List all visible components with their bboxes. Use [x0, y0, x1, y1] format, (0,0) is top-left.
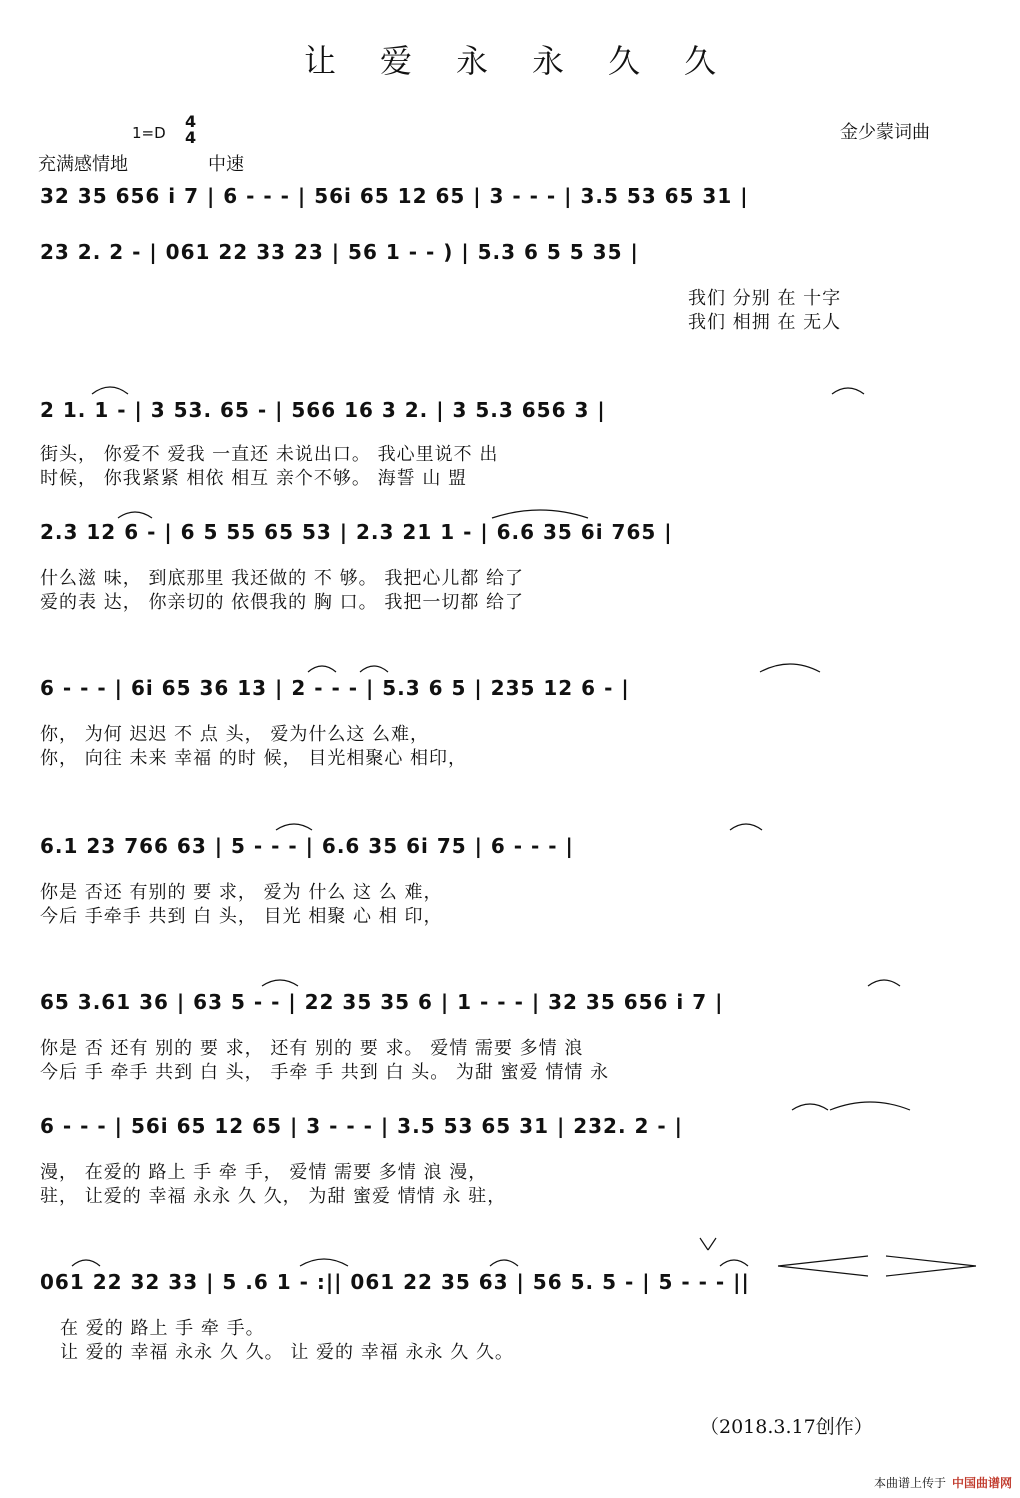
lyrics-line-5b: 你， 向往 未来 幸福 的时 候， 目光相聚心 相印， [40, 748, 468, 769]
slur-arc [300, 1259, 348, 1266]
slur-arc [760, 664, 820, 672]
lyrics-line-3b: 时候， 你我紧紧 相依 相互 亲个不够。 海誓 山 盟 [40, 468, 468, 489]
notation-line-8: 6 - - - | 56i 65 12 65 | 3 - - - | 3.5 53 65 31 | 232. 2 - | [40, 1114, 683, 1138]
notation-line-7: 65 3.61 36 | 63 5 - - | 22 35 35 6 | 1 - - - | 32 35 656 i 7 | [40, 990, 724, 1014]
upload-note: 本曲谱上传于 [873, 1476, 946, 1490]
notation-line-3: 2 1. 1 - | 3 53. 65 - | 566 16 3 2. | 3 5.3 656 3 | [40, 398, 606, 422]
lyrics-line-5a: 你， 为何 迟迟 不 点 头， 爱为什么这 么难， [40, 724, 430, 745]
slur-arc [868, 980, 900, 986]
notation-line-9: 061 22 32 33 | 5 .6 1 - :|| 061 22 35 63 | 56 5. 5 - | 5 - - - || [40, 1270, 750, 1294]
slur-arc [792, 1104, 828, 1110]
lyrics-line-4b: 爱的表 达， 你亲切的 依偎我的 胸 口。 我把一切都 给了 [40, 592, 525, 613]
decrescendo-hairpin [886, 1256, 976, 1276]
lyrics-line-7a: 你是 否 还有 别的 要 求， 还有 别的 要 求。 爱情 需要 多情 浪 [40, 1038, 584, 1059]
notation-line-6: 6.1 23 766 63 | 5 - - - | 6.6 35 6i 75 | 6 - - - | [40, 834, 574, 858]
lyrics-line-3a: 街头， 你爱不 爱我 一直还 未说出口。 我心里说不 出 [40, 444, 499, 465]
slur-arc [730, 824, 762, 830]
slur-arc [92, 387, 128, 394]
slur-arc [308, 666, 336, 672]
time-signature-bottom: 4 [185, 128, 197, 147]
slur-arc [276, 824, 312, 830]
accent-mark [700, 1238, 716, 1250]
notation-line-4: 2.3 12 6 - | 6 5 55 65 53 | 2.3 21 1 - | 6.6 35 6i 765 | [40, 520, 673, 544]
composition-date: （2018.3.17创作） [700, 1416, 873, 1438]
tempo-mark: 中速 [208, 154, 244, 175]
notation-line-2: 23 2. 2 - | 061 22 33 23 | 56 1 - - ) | 5.3 6 5 5 35 | [40, 240, 639, 264]
crescendo-hairpin [778, 1256, 868, 1276]
lyrics-line-2a: 我们 分别 在 十字 [688, 288, 842, 309]
lyrics-line-6b: 今后 手牵手 共到 白 头， 目光 相聚 心 相 印， [40, 906, 443, 927]
key-signature: 1=D [132, 124, 166, 142]
slur-arc [830, 1102, 910, 1110]
slur-arc [360, 666, 388, 672]
upload-credit [874, 1474, 1012, 1491]
lyrics-line-9b: 让 爱的 幸福 永永 久 久。 让 爱的 幸福 永永 久 久。 [60, 1342, 514, 1363]
slur-arc [492, 510, 588, 518]
page-title: 让爱永永久久 [303, 42, 760, 80]
lyrics-line-4a: 什么滋 味， 到底那里 我还做的 不 够。 我把心儿都 给了 [40, 568, 525, 589]
lyrics-line-6a: 你是 否还 有别的 要 求， 爱为 什么 这 么 难， [40, 882, 443, 903]
composer-credit: 金少蒙词曲 [840, 122, 930, 143]
slur-arc [720, 1260, 748, 1266]
slur-arc [262, 980, 298, 986]
notation-line-1: 32 35 656 i 7 | 6 - - - | 56i 65 12 65 | 3 - - - | 3.5 53 65 31 | [40, 184, 749, 208]
slur-arc [118, 512, 152, 518]
slur-arc [490, 1260, 518, 1266]
slur-arc [72, 1260, 100, 1266]
expression-mark: 充满感情地 [38, 154, 128, 175]
notation-line-5: 6 - - - | 6i 65 36 13 | 2 - - - | 5.3 6 5 | 235 12 6 - | [40, 676, 630, 700]
lyrics-line-8a: 漫， 在爱的 路上 手 牵 手， 爱情 需要 多情 浪 漫， [40, 1162, 488, 1183]
time-signature-top: 4 [185, 112, 197, 131]
site-brand: 中国曲谱网 [951, 1476, 1012, 1490]
lyrics-line-9a: 在 爱的 路上 手 牵 手。 [60, 1318, 265, 1339]
lyrics-line-2b: 我们 相拥 在 无人 [688, 312, 842, 333]
lyrics-line-7b: 今后 手 牵手 共到 白 头， 手牵 手 共到 白 头。 为甜 蜜爱 情情 永 [40, 1062, 610, 1083]
slur-arc [832, 388, 864, 394]
lyrics-line-8b: 驻， 让爱的 幸福 永永 久 久， 为甜 蜜爱 情情 永 驻， [40, 1186, 507, 1207]
